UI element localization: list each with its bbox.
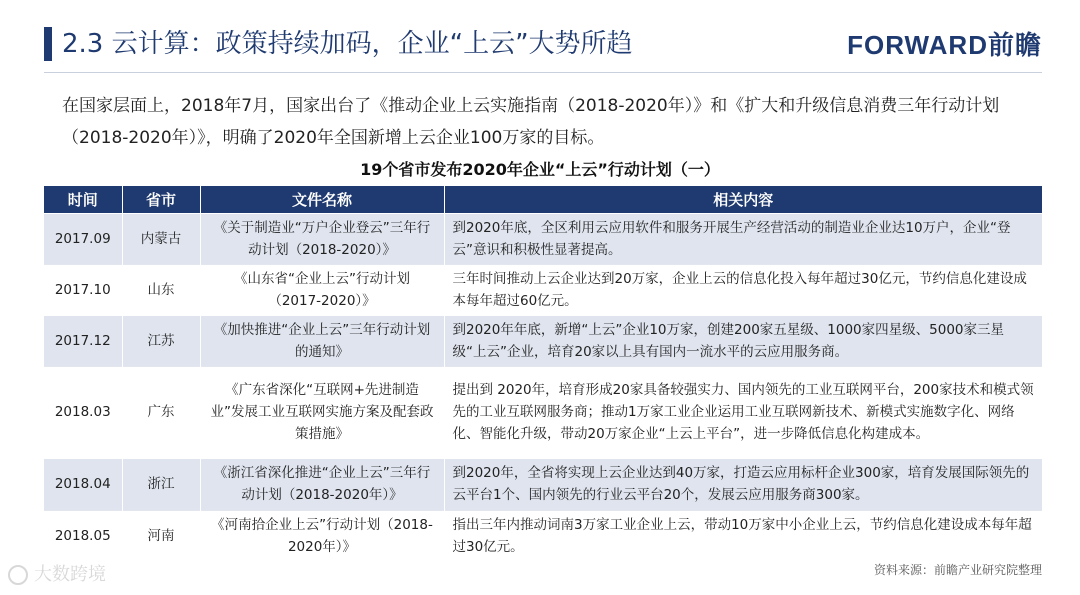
cell-document: 《加快推进“企业上云”三年行动计划的通知》 [200, 315, 444, 366]
column-header-province: 省市 [122, 186, 200, 213]
watermark-text: 大数跨境 [34, 564, 106, 585]
intro-paragraph: 在国家层面上，2018年7月，国家出台了《推动企业上云实施指南（2018-2020年）》和《扩大和升级信息消费三年行动计划（2018-2020年）》，明确了2020年全国新增上云企业100万家的目标。 [62, 96, 1000, 148]
cell-content: 到2020年，全省将实现上云企业达到40万家，打造云应用标杆企业300家，培育发展国际领先的云平台1个、国内领先的行业云平台20个，发展云应用服务商300家。 [444, 458, 1042, 510]
watermark [8, 560, 106, 586]
cell-document: 《山东省“企业上云”行动计划（2017-2020）》 [200, 264, 444, 315]
cell-province: 内蒙古 [122, 213, 200, 264]
table-row [44, 510, 1042, 561]
cell-province: 浙江 [122, 458, 200, 510]
cell-document: 《关于制造业“万户企业登云”三年行动计划（2018-2020）》 [200, 213, 444, 264]
table-row [44, 213, 1042, 264]
cell-content: 到2020年底，全区利用云应用软件和服务开展生产经营活动的制造业企业达10万户，企业“登云”意识和积极性显著提高。 [444, 213, 1042, 264]
cell-document: 《广东省深化“互联网+先进制造业”发展工业互联网实施方案及配套政策措施》 [200, 366, 444, 458]
cell-document: 《浙江省深化推进“企业上云”三年行动计划（2018-2020年）》 [200, 458, 444, 510]
page-title: 2.3 云计算：政策持续加码，企业“上云”大势所趋 [62, 29, 633, 59]
cell-content: 三年时间推动上云企业达到20万家，企业上云的信息化投入每年超过30亿元，节约信息化建设成本每年超过60亿元。 [444, 264, 1042, 315]
cell-document: 《河南拾企业上云”行动计划（2018-2020年）》 [200, 510, 444, 561]
watermark-icon [8, 565, 28, 585]
cell-content: 指出三年内推动词南3万家工业企业上云，带动10万家中小企业上云，节约信息化建设成本每年超过30亿元。 [444, 510, 1042, 561]
cell-content: 到2020年年底，新增“上云”企业10万家，创建200家五星级、1000家四星级、5000家三星级“上云”企业，培育20家以上具有国内一流水平的云应用服务商。 [444, 315, 1042, 366]
title-accent-bar [44, 27, 52, 61]
cell-province: 河南 [122, 510, 200, 561]
cell-date: 2017.12 [44, 315, 122, 366]
cell-province: 广东 [122, 366, 200, 458]
column-header-date: 时间 [44, 186, 122, 213]
cell-content: 提出到 2020年，培育形成20家具备较强实力、国内领先的工业互联网平台，200家技术和模式领先的工业互联网服务商；推动1万家工业企业运用工业互联网新技术、新模式实施数字化、网络化、智能化升级，带动20万家企业“上云上平台”，进一步降低信息化构建成本。 [444, 366, 1042, 458]
header-divider [44, 72, 1042, 73]
cell-province: 山东 [122, 264, 200, 315]
cell-date: 2017.10 [44, 264, 122, 315]
table-row [44, 366, 1042, 458]
table-header-row [44, 186, 1042, 213]
cell-province: 江苏 [122, 315, 200, 366]
table-row [44, 458, 1042, 510]
column-header-document: 文件名称 [200, 186, 444, 213]
brand-logo: FORWARD前瞻 [847, 30, 1042, 60]
table-title: 19个省市发布2020年企业“上云”行动计划（一） [360, 160, 720, 179]
cell-date: 2018.03 [44, 366, 122, 458]
table-row [44, 315, 1042, 366]
column-header-content: 相关内容 [444, 186, 1042, 213]
table-row [44, 264, 1042, 315]
cell-date: 2018.05 [44, 510, 122, 561]
source-note: 资料来源：前瞻产业研究院整理 [873, 563, 1042, 577]
cell-date: 2017.09 [44, 213, 122, 264]
page-header [0, 0, 1080, 80]
policy-table [44, 186, 1042, 561]
cell-date: 2018.04 [44, 458, 122, 510]
